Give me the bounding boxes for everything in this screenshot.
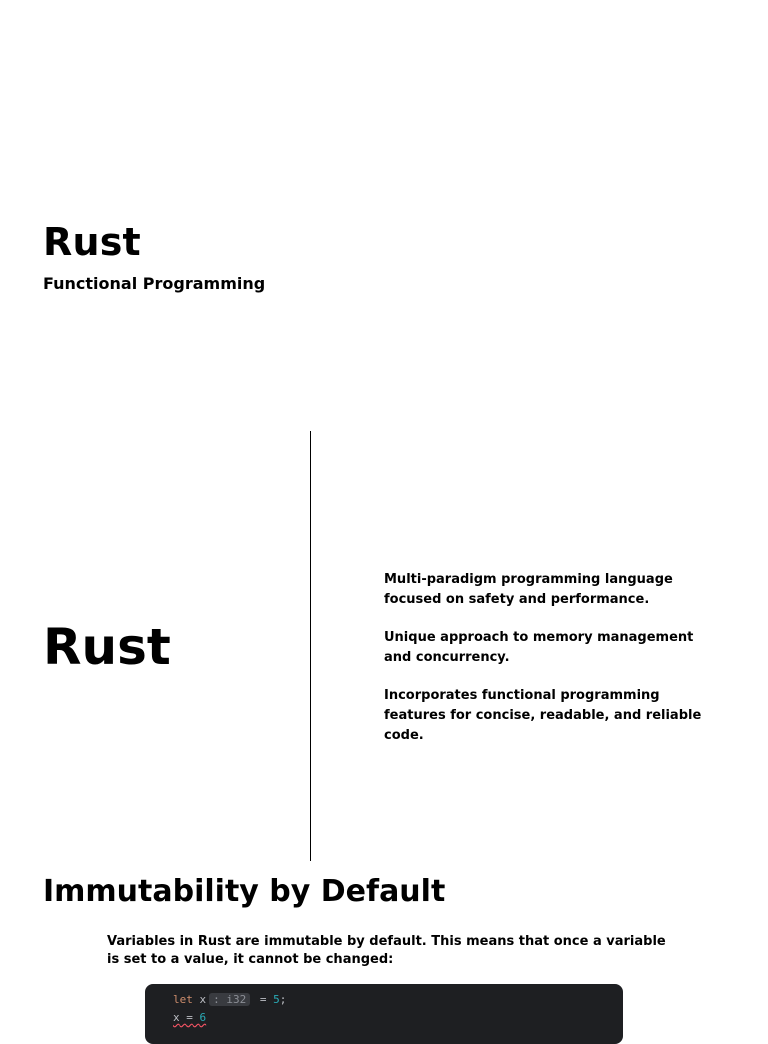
immutability-heading: Immutability by Default: [43, 874, 446, 909]
code-number: 5: [273, 993, 280, 1006]
code-keyword: let: [173, 993, 193, 1006]
code-number: 6: [199, 1011, 207, 1024]
code-semicolon: ;: [279, 993, 287, 1006]
code-type-hint: : i32: [209, 993, 250, 1006]
overview-bullet: Multi-paradigm programming language focused on safety and performance.: [384, 572, 673, 607]
code-operator: =: [186, 1011, 193, 1024]
code-variable: x: [173, 1011, 180, 1024]
code-line: [173, 1009, 623, 1027]
title-slide-subtitle: Functional Programming: [43, 274, 266, 293]
code-block: [145, 984, 623, 1044]
vertical-divider: [310, 431, 311, 861]
code-variable: x: [199, 993, 207, 1006]
overview-bullet: Unique approach to memory management and concurrency.: [384, 630, 694, 665]
overview-heading: Rust: [43, 618, 171, 676]
overview-bullet: Incorporates functional programming features for concise, readable, and reliable code.: [384, 688, 702, 743]
code-operator: =: [259, 993, 267, 1006]
code-line: [173, 991, 623, 1009]
immutability-description: Variables in Rust are immutable by default. This means that once a variable is set to a value, it cannot be changed:: [107, 934, 666, 967]
code-error-expression: [173, 1011, 206, 1024]
title-slide-heading: Rust: [43, 220, 141, 264]
overview-bullet-list: [384, 570, 724, 764]
